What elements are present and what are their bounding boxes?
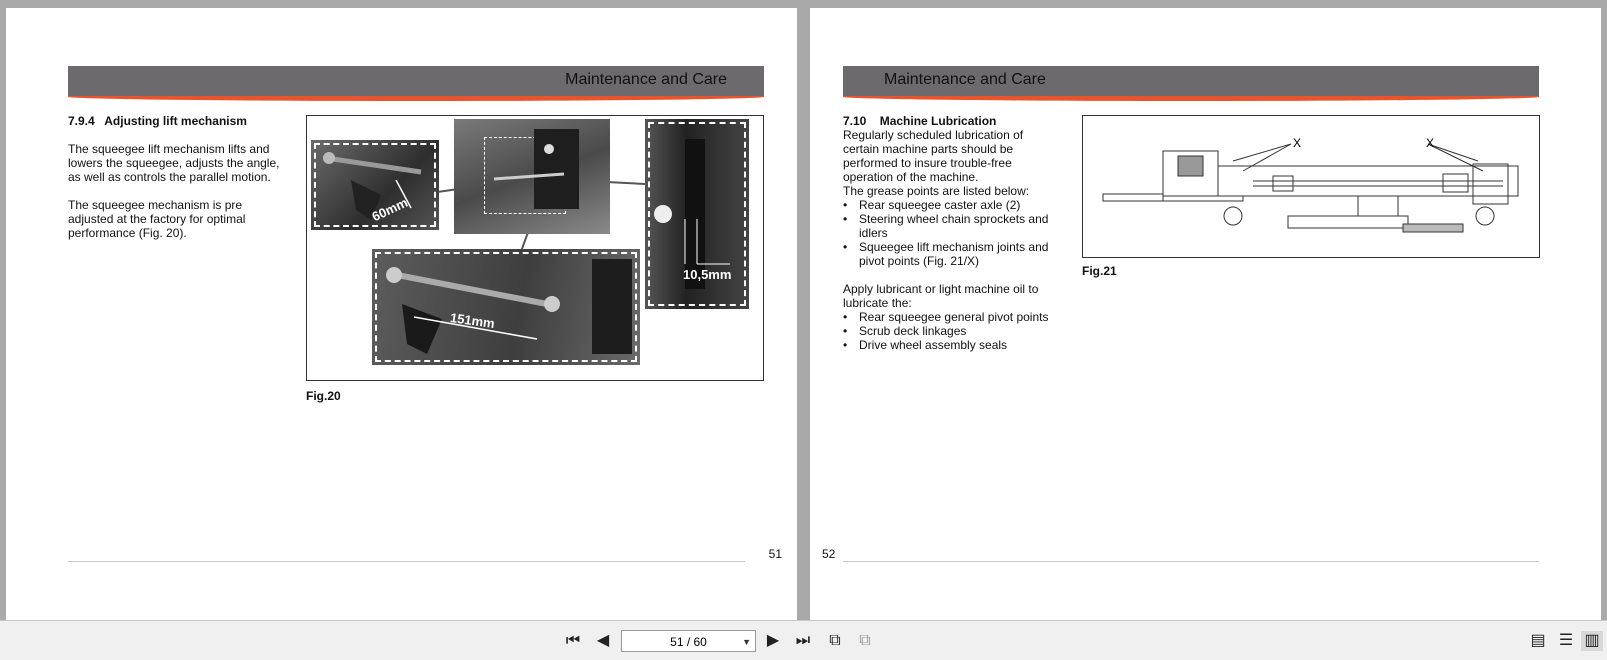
detail-photo-60mm: [311, 140, 439, 230]
callout-line: [607, 181, 645, 185]
header-accent-stripe: [843, 96, 1539, 101]
prev-page-icon[interactable]: ◀: [596, 632, 610, 649]
mechanism-illustration: [454, 119, 610, 234]
paragraph: The squeegee mechanism is pre adjusted at the factory for optimal performance (Fig. 20).: [68, 198, 246, 240]
section-number: 7.9.4: [68, 114, 95, 128]
lubrication-marker-x: X: [1426, 136, 1435, 150]
continuous-page-icon[interactable]: ☰: [1558, 632, 1574, 649]
last-page-icon[interactable]: ⏭: [795, 632, 811, 649]
next-page-icon[interactable]: ▶: [766, 632, 780, 649]
lubricant-list: [843, 310, 1061, 352]
intro-paragraph: Regularly scheduled lubrication of certain machine parts should be performed to insure trouble-free operation of the machine.: [843, 128, 1024, 184]
footer-rule: [843, 561, 1539, 562]
document-page-51: [6, 8, 797, 620]
detail-photo-151mm: [372, 249, 640, 365]
section-title: Machine Lubrication: [879, 114, 997, 128]
chevron-down-icon[interactable]: ▼: [742, 637, 751, 647]
page-indicator: 51 / 60: [670, 635, 707, 649]
list-item: • Squeegee lift mechanism joints and pivot points (Fig. 21/X): [843, 240, 1061, 268]
list-heading: The grease points are listed below:: [843, 184, 1030, 198]
footer-rule: [68, 561, 745, 562]
dimension-label-60mm: 60mm: [369, 194, 410, 225]
list-heading: Apply lubricant or light machine oil to lubricate the:: [843, 282, 1039, 310]
list-item: • Drive wheel assembly seals: [843, 338, 1061, 352]
section-body: [68, 142, 286, 254]
first-page-icon[interactable]: ⏮: [565, 632, 581, 649]
grease-points-list: [843, 198, 1061, 268]
figure-20-frame: [306, 115, 764, 381]
section-heading: [68, 114, 247, 128]
page-header-title: Maintenance and Care: [565, 71, 727, 88]
overview-photo: [454, 119, 610, 234]
lubrication-diagram: [1083, 116, 1539, 257]
page-header-title: Maintenance and Care: [884, 71, 1046, 88]
list-item: • Rear squeegee general pivot points: [843, 310, 1061, 324]
list-item: • Scrub deck linkages: [843, 324, 1061, 338]
page-number: 52: [822, 547, 836, 561]
page-number: 51: [768, 547, 782, 561]
page-selector[interactable]: [621, 630, 756, 652]
figure-21-frame: [1082, 115, 1540, 258]
section-body: [843, 128, 1061, 366]
figure-caption: Fig.20: [306, 389, 341, 403]
dimension-label-10-5mm: 10,5mm: [683, 267, 732, 282]
list-item: • Rear squeegee caster axle (2): [843, 198, 1061, 212]
lift-arm-illustration: [372, 249, 640, 365]
dimension-label-151mm: 151mm: [449, 309, 496, 332]
section-heading: [843, 114, 996, 128]
document-page-52: [810, 8, 1601, 620]
rotate-icon[interactable]: ⧉: [829, 632, 841, 649]
two-page-icon[interactable]: ▥: [1581, 631, 1603, 651]
page-header-bar: [843, 66, 1539, 96]
single-page-icon[interactable]: ▤: [1530, 632, 1546, 649]
fit-page-icon[interactable]: ⧉: [859, 632, 871, 649]
page-header-bar: [68, 66, 764, 96]
paragraph: The squeegee lift mechanism lifts and lowers the squeegee, adjusts the angle, as well as controls the parallel motion.: [68, 142, 280, 184]
section-number: 7.10: [843, 114, 867, 128]
lubrication-marker-x: X: [1293, 136, 1302, 150]
list-item: • Steering wheel chain sprockets and idlers: [843, 212, 1061, 240]
figure-caption: Fig.21: [1082, 264, 1117, 278]
viewer-toolbar: [0, 620, 1607, 660]
section-title: Adjusting lift mechanism: [104, 114, 247, 128]
header-accent-stripe: [68, 96, 764, 101]
detail-photo-10-5mm: [645, 119, 749, 309]
